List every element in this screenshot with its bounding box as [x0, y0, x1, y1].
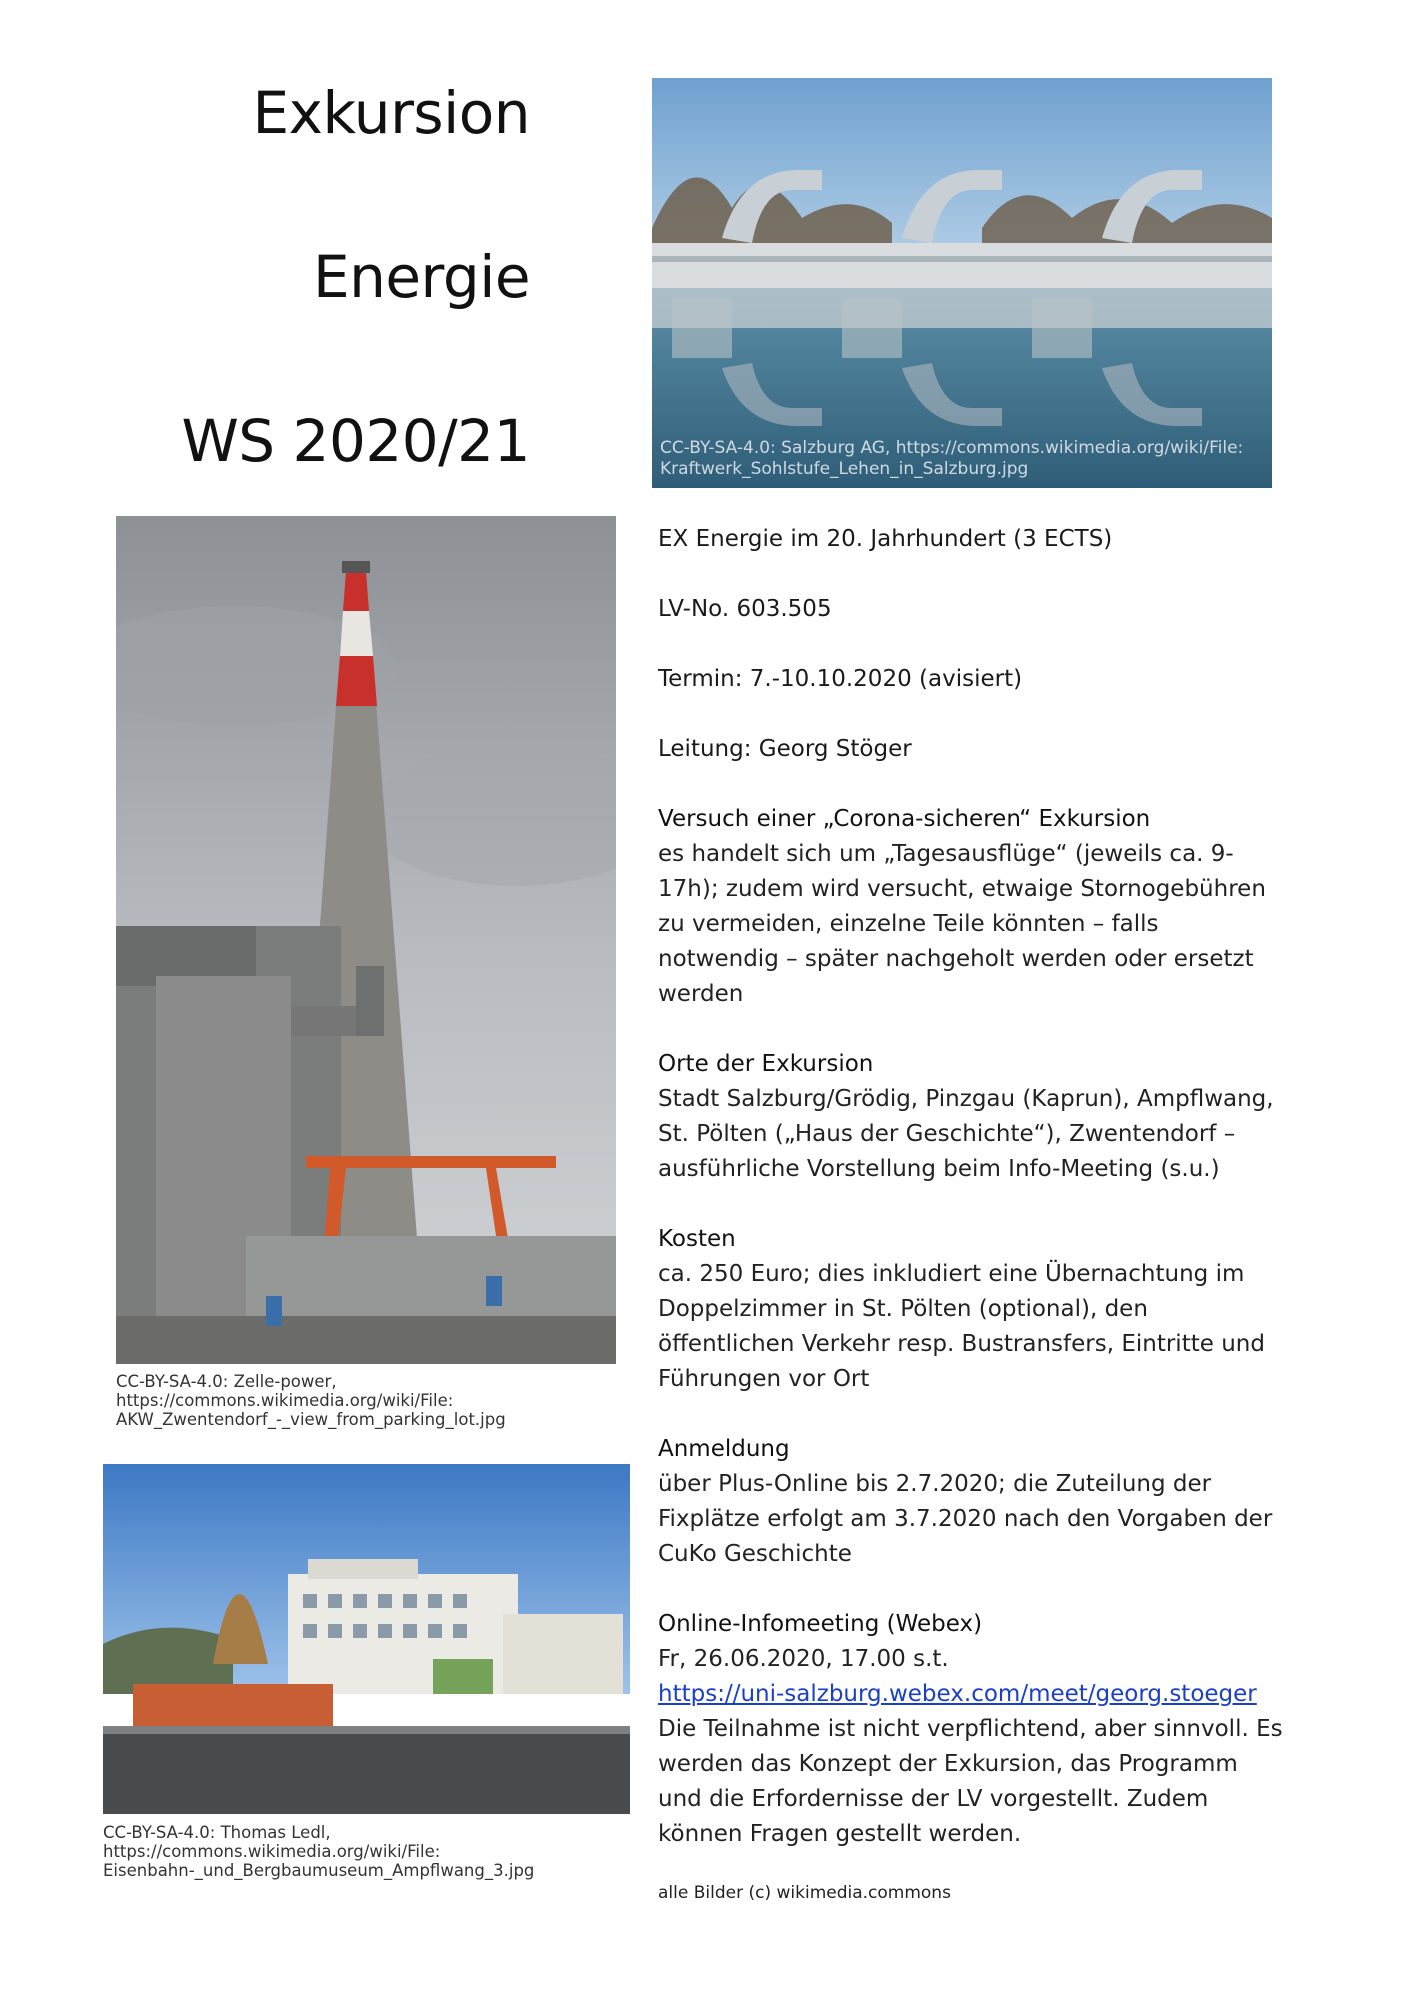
orte-line: St. Pölten („Haus der Geschichte“), Zwentendorf – [658, 1121, 1236, 1147]
corona-line: zu vermeiden, einzelne Teile könnten – falls [658, 911, 1159, 937]
corona-line: notwendig – später nachgeholt werden oder ersetzt [658, 946, 1254, 972]
anmeldung-heading: Anmeldung [658, 1436, 790, 1462]
orte-line: ausführliche Vorstellung beim Info-Meeting (s.u.) [658, 1156, 1220, 1182]
nuclear-caption-line-1: CC-BY-SA-4.0: Zelle-power, [116, 1372, 337, 1391]
nuclear-caption-line-3: AKW_Zwentendorf_-_view_from_parking_lot.jpg [116, 1410, 506, 1429]
webex-link[interactable]: https://uni-salzburg.webex.com/meet/georg.stoeger [658, 1681, 1257, 1707]
museum-caption-line-2: https://commons.wikimedia.org/wiki/File: [103, 1842, 441, 1861]
corona-line: es handelt sich um „Tagesausflüge“ (jeweils ca. 9- [658, 841, 1234, 867]
meeting-line: Die Teilnahme ist nicht verpflichtend, aber sinnvoll. Es [658, 1716, 1283, 1742]
hydro-power-weir-illustration [652, 78, 1272, 488]
nuclear-caption-line-2: https://commons.wikimedia.org/wiki/File: [116, 1391, 454, 1410]
corona-line: 17h); zudem wird versucht, etwaige Stornogebühren [658, 876, 1266, 902]
nuclear-plant-chimney-photo [116, 516, 616, 1364]
corona-line: werden [658, 981, 744, 1007]
course-number: LV-No. 603.505 [658, 596, 832, 622]
course-name: EX Energie im 20. Jahrhundert (3 ECTS) [658, 526, 1113, 552]
meeting-line: können Fragen gestellt werden. [658, 1821, 1022, 1847]
anmeldung-line: Fixplätze erfolgt am 3.7.2020 nach den Vorgaben der [658, 1506, 1273, 1532]
meeting-date: Fr, 26.06.2020, 17.00 s.t. [658, 1646, 949, 1672]
orte-text [658, 1082, 1298, 1187]
title-line-1: Exkursion [252, 79, 530, 147]
museum-building-photo [103, 1464, 630, 1814]
meeting-line: und die Erfordernisse der LV vorgestellt. Zudem [658, 1786, 1209, 1812]
course-info [658, 522, 1298, 1852]
museum-caption-line-1: CC-BY-SA-4.0: Thomas Ledl, [103, 1823, 331, 1842]
orte-heading: Orte der Exkursion [658, 1051, 874, 1077]
museum-photo-caption [103, 1823, 534, 1880]
hydro-power-weir-photo [652, 78, 1272, 488]
meeting-line: werden das Konzept der Exkursion, das Programm [658, 1751, 1238, 1777]
meeting-heading: Online-Infomeeting (Webex) [658, 1611, 983, 1637]
kosten-text [658, 1257, 1298, 1397]
title-line-2: Energie [312, 243, 530, 311]
meeting-text [658, 1642, 1298, 1852]
museum-caption-line-3: Eisenbahn-_und_Bergbaumuseum_Ampflwang_3.jpg [103, 1861, 535, 1880]
corona-text [658, 837, 1298, 1012]
kosten-line: Führungen vor Ort [658, 1366, 870, 1392]
kosten-line: öffentlichen Verkehr resp. Bustransfers, Eintritte und [658, 1331, 1265, 1357]
anmeldung-line: CuKo Geschichte [658, 1541, 852, 1567]
image-credits-footer: alle Bilder (c) wikimedia.commons [658, 1883, 951, 1903]
nuclear-photo-caption [116, 1372, 506, 1429]
course-date: Termin: 7.-10.10.2020 (avisiert) [658, 666, 1023, 692]
hydro-caption-line-2: Kraftwerk_Sohlstufe_Lehen_in_Salzburg.jpg [660, 459, 1029, 479]
anmeldung-line: über Plus-Online bis 2.7.2020; die Zuteilung der [658, 1471, 1212, 1497]
nuclear-plant-illustration [116, 516, 616, 1364]
title-line-3: WS 2020/21 [181, 407, 530, 475]
museum-building-illustration [103, 1464, 630, 1814]
anmeldung-text [658, 1467, 1298, 1572]
corona-heading: Versuch einer „Corona-sicheren“ Exkursion [658, 806, 1151, 832]
hydro-photo-caption [660, 438, 1243, 480]
orte-line: Stadt Salzburg/Grödig, Pinzgau (Kaprun), Ampflwang, [658, 1086, 1274, 1112]
kosten-heading: Kosten [658, 1226, 736, 1252]
hydro-caption-line-1: CC-BY-SA-4.0: Salzburg AG, https://commons.wikimedia.org/wiki/File: [660, 438, 1244, 458]
kosten-line: ca. 250 Euro; dies inkludiert eine Übernachtung im [658, 1261, 1245, 1287]
course-lead: Leitung: Georg Stöger [658, 736, 912, 762]
kosten-line: Doppelzimmer in St. Pölten (optional), den [658, 1296, 1148, 1322]
